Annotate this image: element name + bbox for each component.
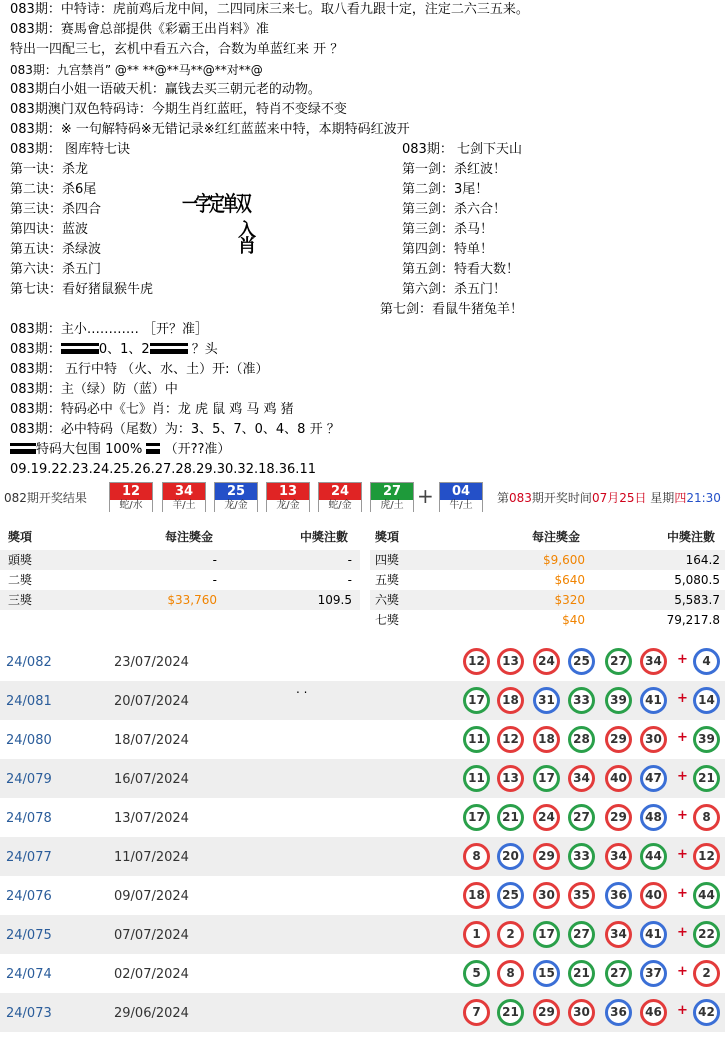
history-ball: 11: [463, 765, 490, 792]
history-date: 20/07/2024: [114, 694, 189, 709]
plus-sign: +: [677, 847, 688, 862]
history-date: 29/06/2024: [114, 1006, 189, 1021]
line-middle: 0、1、2: [98, 342, 150, 357]
slogan-handwritten-sub: 入肖: [235, 220, 256, 252]
history-ball: 48: [640, 804, 667, 831]
history-ball: 13: [497, 765, 524, 792]
history-ball: 24: [533, 804, 560, 831]
history-ball: 21: [497, 804, 524, 831]
history-special-ball: 8: [693, 804, 720, 831]
history-ball: 2: [497, 921, 524, 948]
history-ball: 24: [533, 648, 560, 675]
history-date: 09/07/2024: [114, 889, 189, 904]
ball-number: 34: [163, 483, 205, 500]
left-item: 第五诀：杀绿波: [10, 242, 102, 257]
ball-number: 27: [371, 483, 413, 500]
prize-row: [370, 550, 725, 570]
history-ball: 17: [533, 765, 560, 792]
history-special-ball: 21: [693, 765, 720, 792]
left-item: 第三诀：杀四合: [10, 202, 102, 217]
history-row[interactable]: [0, 720, 725, 759]
history-row[interactable]: [0, 681, 725, 720]
history-row[interactable]: [0, 915, 725, 954]
history-special-ball: 39: [693, 726, 720, 753]
history-ball: 46: [640, 999, 667, 1026]
prize-count: 5,080.5: [674, 573, 720, 587]
history-ball: 33: [568, 843, 595, 870]
prize-header: 每注獎金: [532, 530, 581, 544]
next-draw-label: 期开奖时间: [531, 491, 592, 505]
prize-name: 七獎: [375, 613, 400, 627]
history-date: 07/07/2024: [114, 928, 189, 943]
prize-amount: $40: [562, 613, 585, 627]
prize-header: 獎項: [8, 530, 33, 544]
prize-row: [0, 570, 360, 590]
right-item: 第三剑：杀马！: [402, 222, 494, 237]
history-ball: 35: [568, 882, 595, 909]
history-ball: 39: [605, 687, 632, 714]
prize-count: -: [347, 573, 352, 587]
text-line: 083期白小姐一语破天机：赢钱去买三朝元老的动物。: [10, 82, 321, 97]
prediction-text-block: [10, 0, 725, 480]
text-line: 083期：必中特码（尾数）为：3、5、7、0、4、8 开 ？: [10, 422, 340, 437]
history-ball: 33: [568, 687, 595, 714]
plus-sign: +: [677, 691, 688, 706]
ball-zodiac: 牛/土: [440, 500, 482, 512]
history-ball: 11: [463, 726, 490, 753]
special-result-ball: [439, 482, 483, 512]
history-ball: 29: [533, 843, 560, 870]
left-column-title: 083期： 图库特七诀: [10, 142, 130, 157]
history-row[interactable]: [0, 798, 725, 837]
plus-sign: +: [677, 652, 688, 667]
prize-amount: $320: [554, 593, 585, 607]
bar-glyph: [146, 443, 160, 454]
history-ball: 27: [568, 804, 595, 831]
history-ball: 21: [497, 999, 524, 1026]
history-issue[interactable]: 24/081: [6, 694, 52, 709]
history-issue[interactable]: 24/078: [6, 811, 52, 826]
plus-sign: +: [677, 769, 688, 784]
left-item: 第六诀：杀五门: [10, 262, 102, 277]
history-ball: 25: [568, 648, 595, 675]
result-ball: [370, 482, 414, 512]
prize-count: 79,217.8: [666, 613, 720, 627]
history-row[interactable]: [0, 642, 725, 681]
prize-name: 三獎: [8, 593, 33, 607]
history-ball: 12: [497, 726, 524, 753]
prize-count: 164.2: [685, 553, 720, 567]
line-suffix: ？头: [187, 342, 218, 357]
ball-number: 12: [110, 483, 152, 500]
text-line: [10, 440, 230, 460]
slogan-handwritten: 一字定单双: [182, 191, 250, 216]
next-draw-info: [497, 489, 721, 506]
right-item: 第一剑：杀红波！: [402, 162, 507, 177]
next-draw-date: 07月25日: [591, 491, 647, 505]
history-ball: 29: [605, 726, 632, 753]
history-ball: 17: [463, 804, 490, 831]
prize-amount: $33,760: [167, 593, 217, 607]
history-ball: 13: [497, 648, 524, 675]
history-ball: 25: [497, 882, 524, 909]
history-date: 02/07/2024: [114, 967, 189, 982]
bar-glyph: [10, 443, 36, 454]
prize-count: 5,583.7: [674, 593, 720, 607]
left-item: 第一诀：杀龙: [10, 162, 89, 177]
plus-sign: +: [417, 484, 434, 508]
result-ball: [162, 482, 206, 512]
history-issue[interactable]: 24/082: [6, 655, 52, 670]
history-ball: 47: [640, 765, 667, 792]
history-ball: 17: [463, 687, 490, 714]
prize-header: 每注獎金: [165, 530, 214, 544]
history-row[interactable]: [0, 759, 725, 798]
history-date: 16/07/2024: [114, 772, 189, 787]
next-draw-prefix: 第: [497, 491, 510, 505]
ball-zodiac: 龙/金: [267, 500, 309, 512]
prize-amount: $640: [554, 573, 585, 587]
history-special-ball: 14: [693, 687, 720, 714]
history-ball: 18: [533, 726, 560, 753]
next-draw-time: 21:30: [686, 491, 721, 505]
history-ball: 37: [640, 960, 667, 987]
next-draw-issue: 083: [509, 491, 532, 505]
history-special-ball: 22: [693, 921, 720, 948]
history-special-ball: 2: [693, 960, 720, 987]
history-ball: 31: [533, 687, 560, 714]
history-issue[interactable]: 24/076: [6, 889, 52, 904]
history-date: 11/07/2024: [114, 850, 189, 865]
history-ball: 7: [463, 999, 490, 1026]
text-line: 083期：赛馬會总部提供《彩霸王出肖料》准: [10, 22, 269, 37]
prize-header: 獎項: [375, 530, 400, 544]
history-row[interactable]: [0, 954, 725, 993]
text-line: 083期： 五行中特 （火、水、土）开:（准）: [10, 362, 269, 377]
text-line: 083期：中特诗：虎前鸡后龙中间，二四同床三来七。取八看九跟十定，注定二六三五来。: [10, 2, 529, 17]
history-ball: 41: [640, 687, 667, 714]
history-issue[interactable]: 24/073: [6, 1006, 52, 1021]
history-ball: 27: [605, 648, 632, 675]
number-list: 09.19.22.23.24.25.26.27.28.29.30.32.18.36.11: [10, 462, 316, 477]
bar-glyph: [150, 343, 188, 354]
history-date: 13/07/2024: [114, 811, 189, 826]
left-item: 第七诀：看好猪鼠猴牛虎: [10, 282, 154, 297]
history-ball: 41: [640, 921, 667, 948]
ball-number: 25: [215, 483, 257, 500]
history-ball: 40: [605, 765, 632, 792]
ball-number: 04: [440, 483, 482, 500]
right-item: 第三剑：杀六合！: [402, 202, 507, 217]
prize-count: -: [347, 553, 352, 567]
history-ball: 27: [605, 960, 632, 987]
history-ball: 8: [497, 960, 524, 987]
text-line: 特出一四配三七，玄机中看五六合，合数为单蓝红来 开 ？: [10, 42, 344, 57]
bar-glyph: [61, 343, 99, 354]
result-strip: [0, 480, 725, 514]
history-ball: 27: [568, 921, 595, 948]
right-item: 第五剑：特看大数！: [402, 262, 520, 277]
right-column-title: 083期： 七剑下天山: [402, 142, 522, 157]
history-row[interactable]: [0, 837, 725, 876]
right-item: 第四剑：特单！: [402, 242, 494, 257]
text-line: 083期：主小………… ［开？准］: [10, 322, 208, 337]
prize-row: [370, 570, 725, 590]
ball-zodiac: 虎/土: [371, 500, 413, 512]
history-ball: 29: [605, 804, 632, 831]
history-issue[interactable]: 24/080: [6, 733, 52, 748]
history-ball: 30: [640, 726, 667, 753]
history-row[interactable]: [0, 876, 725, 915]
prize-row: [0, 550, 360, 570]
history-issue[interactable]: 24/079: [6, 772, 52, 787]
line-suffix: （开??准）: [160, 442, 231, 457]
history-ball: 20: [497, 843, 524, 870]
ball-zodiac: 羊/土: [163, 500, 205, 512]
history-ball: 17: [533, 921, 560, 948]
next-draw-weekday: 四: [674, 491, 687, 505]
history-ball: 44: [640, 843, 667, 870]
ball-number: 13: [267, 483, 309, 500]
plus-sign: +: [677, 1003, 688, 1018]
history-ball: 34: [568, 765, 595, 792]
prize-row: [0, 590, 360, 610]
history-date: 23/07/2024: [114, 655, 189, 670]
plus-sign: +: [677, 808, 688, 823]
text-line: 083期：※ 一句解特码※无错记录※红红蓝蓝来中特，本期特码红波开: [10, 122, 410, 137]
ball-zodiac: 蛇/水: [110, 500, 152, 512]
next-draw-week-label: 星期: [646, 491, 675, 505]
text-line: 083期：主（绿）防（蓝）中: [10, 382, 178, 397]
result-ball: [214, 482, 258, 512]
prize-row: [370, 590, 725, 610]
prize-row: [370, 610, 725, 630]
result-ball: [318, 482, 362, 512]
prize-name: 二獎: [8, 573, 33, 587]
history-ball: 34: [605, 921, 632, 948]
history-ball: 30: [568, 999, 595, 1026]
history-ball: 28: [568, 726, 595, 753]
history-ball: 36: [605, 999, 632, 1026]
result-ball: [266, 482, 310, 512]
history-ball: 40: [640, 882, 667, 909]
prize-name: 五獎: [375, 573, 400, 587]
result-ball: [109, 482, 153, 512]
history-ball: 8: [463, 843, 490, 870]
history-special-ball: 4: [693, 648, 720, 675]
history-issue[interactable]: 24/077: [6, 850, 52, 865]
right-item: 第六剑：杀五门！: [402, 282, 507, 297]
prize-name: 六獎: [375, 593, 400, 607]
right-item: 第二剑：3尾！: [402, 182, 489, 197]
prize-amount: -: [212, 573, 217, 587]
plus-sign: +: [677, 964, 688, 979]
prize-amount: -: [212, 553, 217, 567]
history-ball: 29: [533, 999, 560, 1026]
plus-sign: +: [677, 730, 688, 745]
prize-name: 四獎: [375, 553, 400, 567]
history-ball: 21: [568, 960, 595, 987]
history-ball: 12: [463, 648, 490, 675]
text-line: 083期：特码必中《七》肖：龙 虎 鼠 鸡 马 鸡 猪: [10, 402, 294, 417]
history-issue[interactable]: 24/075: [6, 928, 52, 943]
history-ball: 34: [605, 843, 632, 870]
history-ball: 34: [640, 648, 667, 675]
history-special-ball: 42: [693, 999, 720, 1026]
prize-amount: $9,600: [543, 553, 585, 567]
history-ball: 36: [605, 882, 632, 909]
left-item: 第二诀：杀6尾: [10, 182, 97, 197]
prize-header: 中獎注數: [300, 530, 349, 544]
ball-zodiac: 龙/金: [215, 500, 257, 512]
history-special-ball: 44: [693, 882, 720, 909]
text-line: [10, 340, 218, 360]
history-row[interactable]: [0, 993, 725, 1032]
history-ball: 5: [463, 960, 490, 987]
history-date: 18/07/2024: [114, 733, 189, 748]
decorative-dots: . .: [296, 682, 308, 696]
ball-zodiac: 蛇/金: [319, 500, 361, 512]
line-middle: 特码大包围 100%: [36, 442, 143, 457]
prize-count: 109.5: [317, 593, 352, 607]
history-issue[interactable]: 24/074: [6, 967, 52, 982]
left-item: 第四诀：蓝波: [10, 222, 89, 237]
prize-name: 頭獎: [8, 553, 33, 567]
ball-number: 24: [319, 483, 361, 500]
history-ball: 30: [533, 882, 560, 909]
text-line: 083期：九宫禁肖” @** **@**马**@**对**@: [10, 63, 263, 77]
prize-header: 中獎注數: [667, 530, 716, 544]
plus-sign: +: [677, 925, 688, 940]
plus-sign: +: [677, 886, 688, 901]
line-prefix: 083期：: [10, 342, 61, 357]
right-item: 第七剑：看鼠牛猪兔羊！: [380, 302, 524, 317]
history-ball: 18: [497, 687, 524, 714]
history-special-ball: 12: [693, 843, 720, 870]
history-ball: 15: [533, 960, 560, 987]
result-label: 082期开奖结果: [4, 491, 87, 505]
text-line: 083期澳门双色特码诗：今期生肖红蓝旺，特肖不变绿不变: [10, 102, 347, 117]
history-ball: 18: [463, 882, 490, 909]
history-ball: 1: [463, 921, 490, 948]
